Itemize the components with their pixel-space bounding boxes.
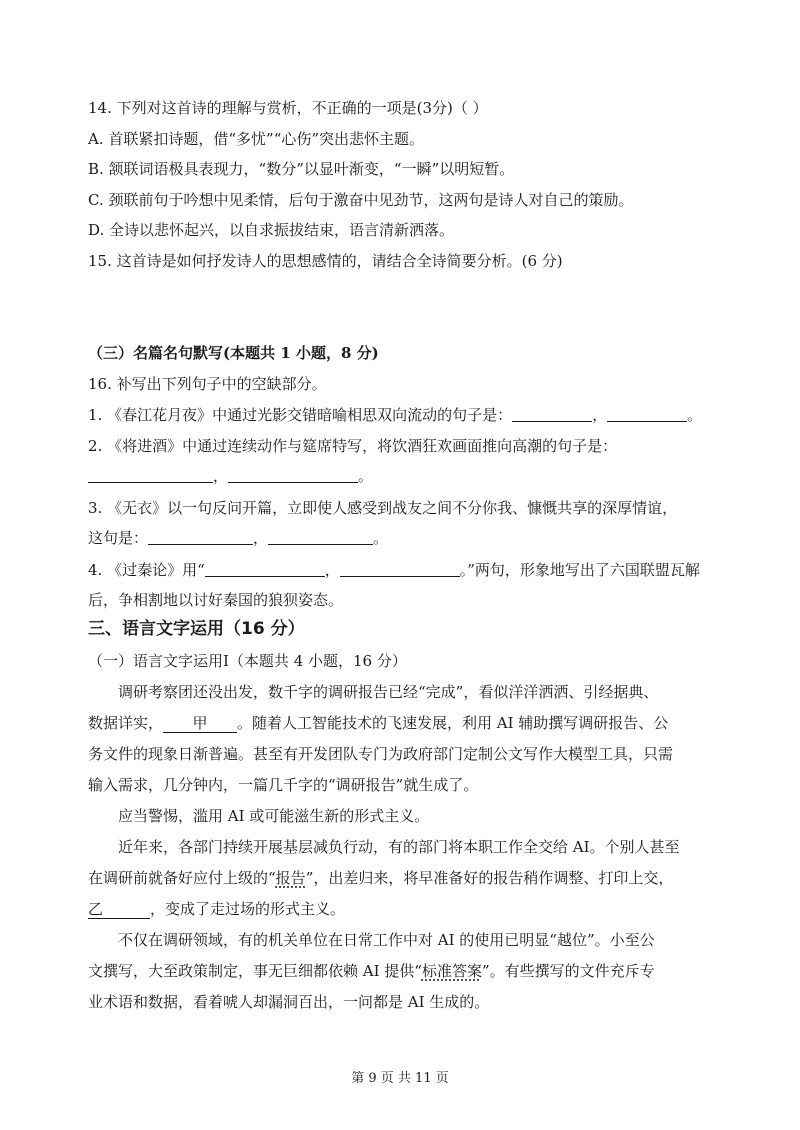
passage-p4-line3: 业术语和数据，看着唬人却漏洞百出，一问都是 AI 生成的。 — [88, 993, 490, 1011]
period: 。 — [687, 406, 703, 424]
q16-item-2-text: 2. 《将进酒》中通过连续动作与筵席特写，将饮酒狂欢画面推向高潮的句子是： — [88, 437, 618, 455]
passage-text: 。随着人工智能技术的飞速发展，利用 AI 辅助撰写调研报告、公 — [237, 714, 669, 732]
passage-p1-line1: 调研考察团还没出发，数千字的调研报告已经“完成”，看似洋洋洒洒、引经据典、 — [118, 683, 659, 701]
part3-heading: （三）名篇名句默写(本题共 1 小题，8 分) — [88, 344, 379, 362]
answer-blank[interactable] — [268, 528, 373, 545]
answer-blank[interactable] — [340, 560, 460, 577]
passage-p1-line2 — [88, 713, 720, 733]
passage-p3-line3 — [88, 899, 720, 919]
blank-yi: 乙 — [88, 900, 150, 919]
section3-sub-heading: （一）语言文字运用Ⅰ（本题共 4 小题，16 分） — [88, 652, 407, 670]
q14-option-c: C. 颈联前句于吟想中见柔情，后句于激奋中见劲节，这两句是诗人对自己的策励。 — [88, 191, 634, 209]
q16-item-3-line2 — [88, 528, 720, 548]
passage-p3-line2 — [88, 868, 720, 888]
passage-p4-line2 — [88, 961, 720, 981]
answer-blank[interactable] — [205, 560, 325, 577]
q16-item-1-text: 1. 《春江花月夜》中通过光影交错暗喻相思双向流动的句子是： — [88, 406, 513, 424]
passage-p2: 应当警惕，滥用 AI 或可能滋生新的形式主义。 — [118, 807, 430, 825]
passage-p4-line1: 不仅在调研领域，有的机关单位在日常工作中对 AI 的使用已明显“越位”。小至公 — [118, 931, 655, 949]
comma: ， — [324, 561, 340, 579]
passage-text: 文撰写，大至政策制定，事无巨细都依赖 AI 提供“ — [88, 962, 422, 980]
comma: ， — [253, 529, 269, 547]
q16-item-2-answer — [88, 466, 720, 486]
q16-item-4-line1 — [88, 560, 720, 580]
q14-option-d: D. 全诗以悲怀起兴，以自求振拔结束，语言清新洒落。 — [88, 221, 455, 239]
q16-item-4-line2: 后，争相割地以讨好秦国的狼狈姿态。 — [88, 591, 344, 609]
passage-text: ”。有些撰写的文件充斥专 — [481, 962, 655, 980]
period: 。 — [358, 467, 374, 485]
answer-blank[interactable] — [607, 405, 687, 422]
passage-text: 数据详实， — [88, 714, 164, 732]
passage-p1-line3: 务文件的现象日渐普遍。甚至有开发团队专门为政府部门定制公文写作大模型工具，只需 — [88, 745, 674, 763]
comma: ， — [592, 406, 608, 424]
page-number: 第 9 页 共 11 页 — [351, 1071, 449, 1086]
q16-stem: 16. 补写出下列句子中的空缺部分。 — [88, 375, 327, 393]
blank-jia: 甲 — [163, 714, 237, 733]
q16-item-3-line1: 3. 《无衣》以一句反问开篇，立即使人感受到战友之间不分你我、慷慨共享的深厚情谊， — [88, 499, 678, 517]
emphasized-word: 标准答案 — [421, 962, 482, 980]
period: 。 — [373, 529, 389, 547]
passage-text: 在调研前就备好应付上级的“ — [88, 869, 276, 887]
answer-blank[interactable] — [228, 466, 358, 483]
section3-heading: 三、语言文字运用（16 分） — [88, 619, 305, 639]
answer-blank[interactable] — [148, 528, 253, 545]
q16-item-4-prefix: 4. 《过秦论》用“ — [88, 561, 205, 579]
q15-stem: 15. 这首诗是如何抒发诗人的思想感情的，请结合全诗简要分析。(6 分) — [88, 252, 563, 270]
emphasized-word: 报告 — [275, 869, 306, 887]
q16-item-1 — [88, 405, 720, 425]
passage-text: ，变成了走过场的形式主义。 — [150, 900, 346, 918]
q16-item-4-suffix: 。”两句，形象地写出了六国联盟瓦解 — [459, 561, 700, 579]
passage-p1-line4: 输入需求，几分钟内，一篇几千字的“调研报告”就生成了。 — [88, 776, 479, 794]
q14-option-b: B. 颔联词语极具表现力，“数分”以显叶渐变，“一瞬”以明短暂。 — [88, 160, 515, 178]
answer-blank[interactable] — [88, 466, 213, 483]
q14-stem: 14. 下列对这首诗的理解与赏析，不正确的一项是(3分)（ ） — [88, 99, 488, 117]
comma: ， — [213, 467, 229, 485]
q14-option-a: A. 首联紧扣诗题，借“多忧”“心伤”突出悲怀主题。 — [88, 130, 425, 148]
passage-p3-line1: 近年来，各部门持续开展基层减负行动，有的部门将本职工作全交给 AI。个别人甚至 — [118, 838, 680, 856]
passage-text: ”，出差归来，将早准备好的报告稍作调整、打印上交， — [305, 869, 674, 887]
answer-blank[interactable] — [512, 405, 592, 422]
q16-item-3-label: 这句是： — [88, 529, 149, 547]
